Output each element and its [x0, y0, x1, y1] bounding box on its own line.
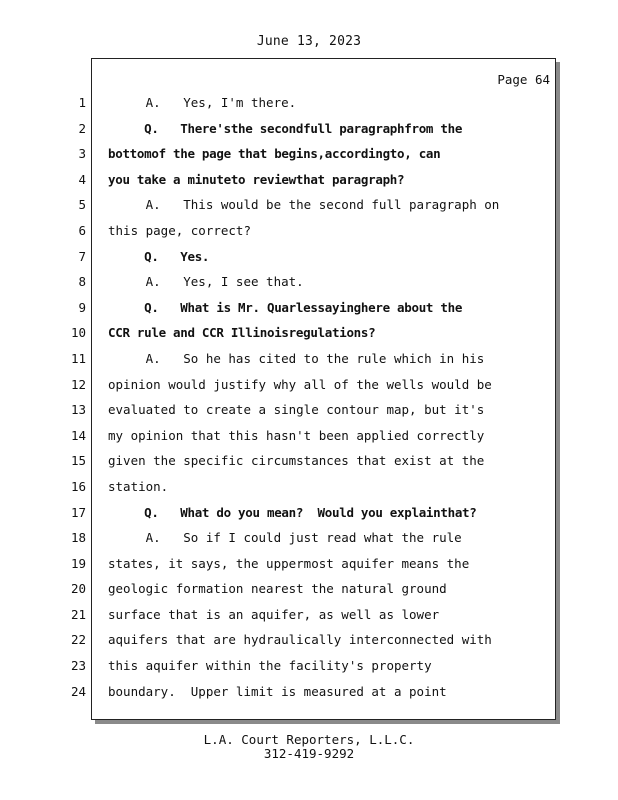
line-number: 2: [78, 120, 86, 136]
answer-line: evaluated to create a single contour map, but it's: [108, 402, 485, 418]
answer-line: A. So he has cited to the rule which in his: [108, 350, 485, 366]
line-number: 20: [70, 581, 86, 597]
transcript-date: June 13, 2023: [256, 34, 362, 49]
line-number: 19: [70, 555, 86, 571]
line-number: 5: [78, 197, 86, 213]
line-number: 11: [70, 350, 86, 366]
line-number: 6: [78, 222, 86, 238]
line-number: 10: [70, 325, 86, 341]
page-number: Page 64: [497, 72, 550, 87]
question-line: Q. There'sthe secondfull paragraphfrom the: [108, 120, 463, 136]
answer-line: given the specific circumstances that exist at the: [108, 453, 485, 469]
answer-line: station.: [108, 478, 169, 494]
transcript-body: [108, 90, 548, 704]
line-number: 22: [70, 632, 86, 648]
answer-line: A. Yes, I'm there.: [108, 95, 297, 110]
line-number: 8: [78, 274, 86, 290]
answer-line: opinion would justify why all of the wells would be: [108, 376, 492, 392]
line-number: 9: [78, 299, 86, 315]
answer-line: A. This would be the second full paragraph on: [108, 197, 500, 213]
line-number: 24: [70, 683, 86, 699]
answer-line: states, it says, the uppermost aquifer means the: [108, 555, 470, 571]
line-number: 3: [78, 146, 86, 162]
line-number: 1: [78, 95, 86, 110]
question-line: Q. Yes.: [108, 248, 210, 264]
reporter-company: L.A. Court Reporters, L.L.C.: [203, 732, 415, 747]
line-number: 4: [78, 171, 86, 187]
line-number: 21: [70, 606, 86, 622]
answer-line: surface that is an aquifer, as well as lower: [108, 606, 440, 622]
answer-line: this page, correct?: [108, 222, 251, 238]
answer-line: A. Yes, I see that.: [108, 274, 304, 290]
footer: [0, 733, 618, 761]
line-number: 12: [70, 376, 86, 392]
line-number-column: [60, 90, 86, 704]
answer-line: aquifers that are hydraulically interconnected with: [108, 632, 492, 648]
line-number: 13: [70, 402, 86, 418]
line-number: 18: [70, 530, 86, 546]
answer-line: A. So if I could just read what the rule: [108, 530, 462, 546]
question-line: Q. What is Mr. Quarlessayinghere about the: [108, 299, 463, 315]
answer-line: this aquifer within the facility's property: [108, 658, 432, 674]
line-number: 16: [70, 478, 86, 494]
answer-line: my opinion that this hasn't been applied correctly: [108, 427, 485, 443]
line-number: 7: [78, 248, 86, 264]
line-number: 14: [70, 427, 86, 443]
answer-line: boundary. Upper limit is measured at a point: [108, 683, 447, 699]
line-number: 17: [70, 504, 86, 520]
question-line: Q. What do you mean? Would you explainthat?: [108, 504, 477, 520]
question-line: you take a minuteto reviewthat paragraph?: [108, 171, 405, 187]
question-line: CCR rule and CCR Illinoisregulations?: [108, 325, 376, 341]
question-line: bottomof the page that begins,accordingto, can: [108, 146, 441, 162]
reporter-phone: 312-419-9292: [263, 746, 355, 761]
line-number: 15: [70, 453, 86, 469]
answer-line: geologic formation nearest the natural ground: [108, 581, 447, 597]
line-number: 23: [70, 658, 86, 674]
